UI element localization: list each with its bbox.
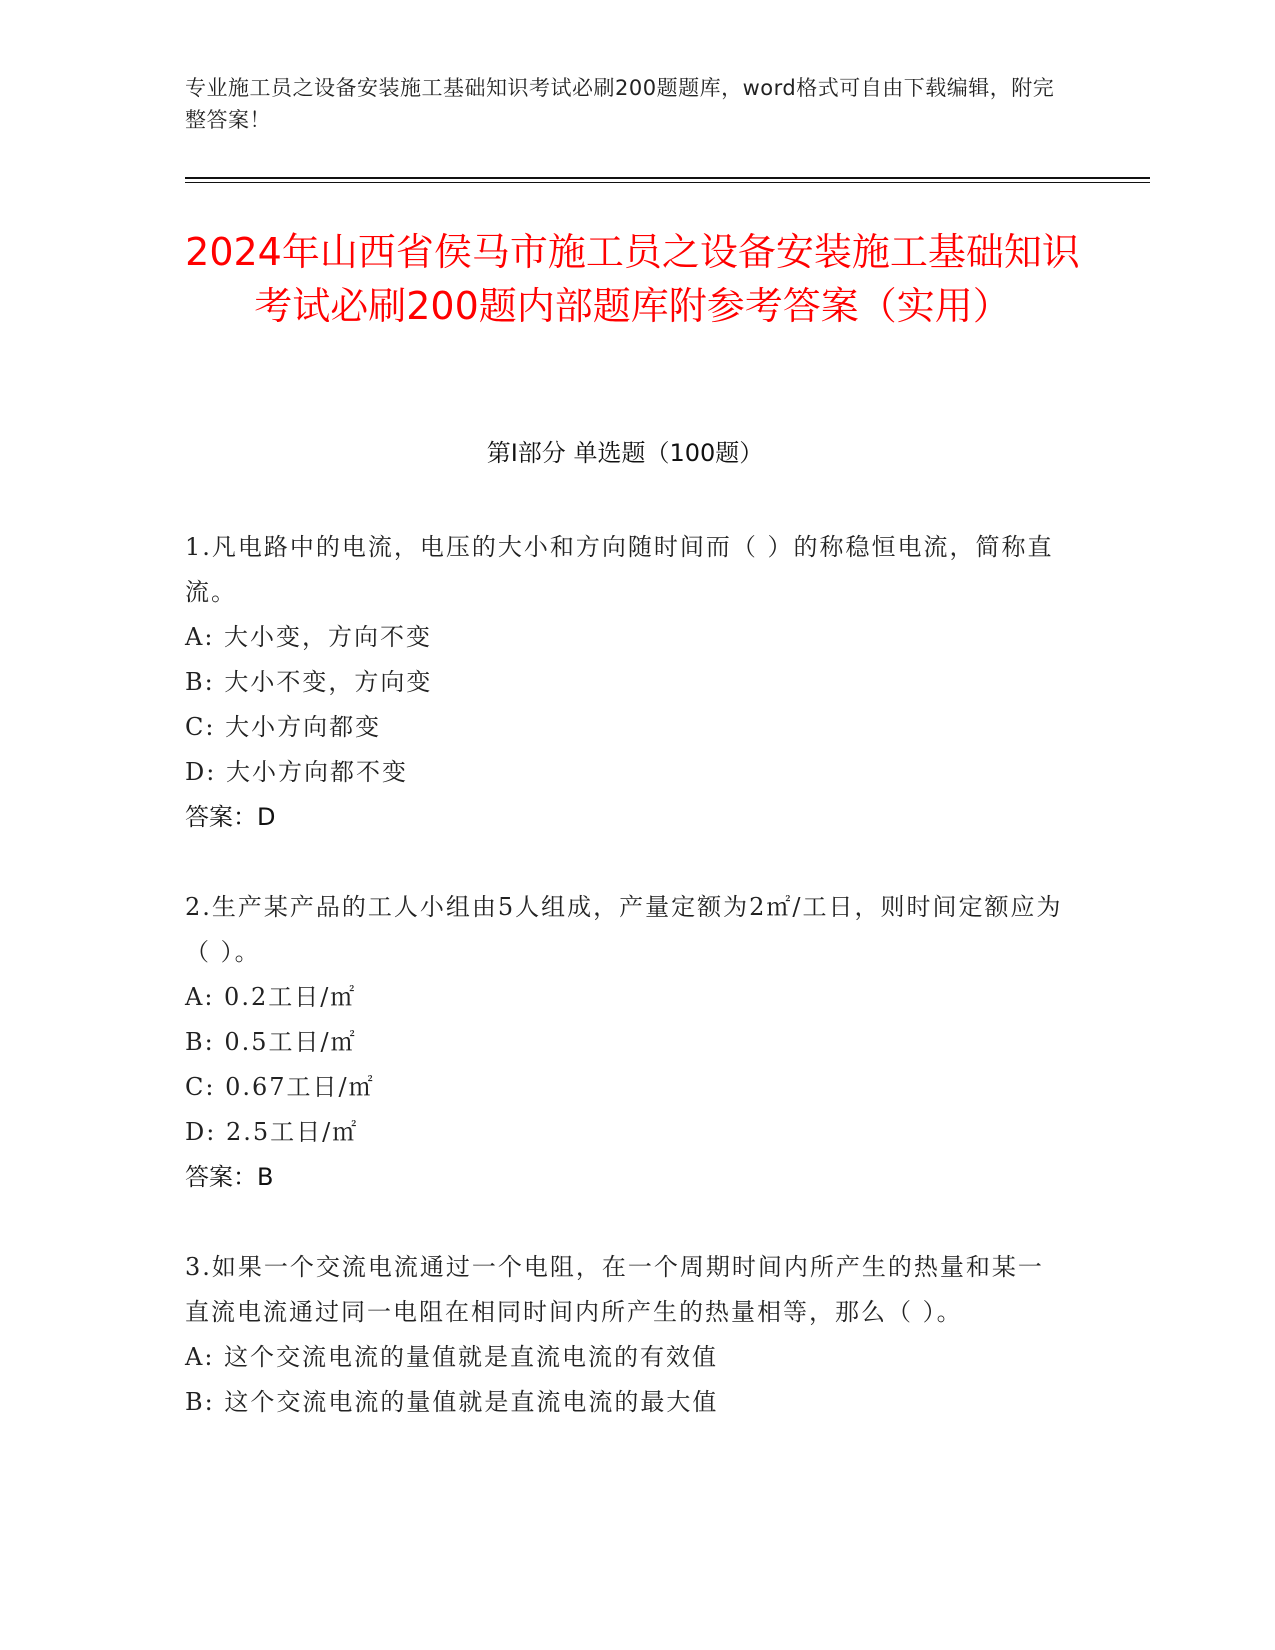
section-title: 第I部分 单选题（100题） bbox=[486, 439, 764, 467]
question-2 bbox=[185, 885, 1065, 1200]
option-b: B: 大小不变，方向变 bbox=[185, 668, 433, 696]
header-note: 专业施工员之设备安装施工基础知识考试必刷200题题库，word格式可自由下载编辑，附完整答案！ bbox=[185, 76, 1055, 132]
header-divider-thin bbox=[185, 182, 1150, 183]
question-list bbox=[185, 525, 1065, 1470]
question-3 bbox=[185, 1245, 1065, 1425]
option-b: B: 0.5工日/㎡ bbox=[185, 1028, 357, 1056]
question-text: 3.如果一个交流电流通过一个电阻，在一个周期时间内所产生的热量和某一直流电流通过同一电阻在相同时间内所产生的热量相等，那么（ ）。 bbox=[185, 1253, 1044, 1326]
option-a: A: 这个交流电流的量值就是直流电流的有效值 bbox=[185, 1343, 719, 1371]
option-c: C: 0.67工日/㎡ bbox=[185, 1073, 375, 1101]
document-title: 2024年山西省侯马市施工员之设备安装施工基础知识考试必刷200题内部题库附参考答案（实用） bbox=[185, 230, 1080, 328]
question-text: 1.凡电路中的电流，电压的大小和方向随时间而（ ）的称稳恒电流，简称直流。 bbox=[185, 533, 1054, 606]
option-b: B: 这个交流电流的量值就是直流电流的最大值 bbox=[185, 1388, 719, 1416]
option-c: C: 大小方向都变 bbox=[185, 713, 382, 741]
option-a: A: 0.2工日/㎡ bbox=[185, 983, 357, 1011]
option-d: D: 大小方向都不变 bbox=[185, 758, 408, 786]
answer: 答案：B bbox=[185, 1163, 274, 1191]
option-d: D: 2.5工日/㎡ bbox=[185, 1118, 359, 1146]
question-text: 2.生产某产品的工人小组由5人组成，产量定额为2㎡/工日，则时间定额应为（ ）。 bbox=[185, 893, 1063, 966]
question-1 bbox=[185, 525, 1065, 840]
header-divider-thick bbox=[185, 177, 1150, 179]
answer: 答案：D bbox=[185, 803, 276, 831]
option-a: A: 大小变，方向不变 bbox=[185, 623, 433, 651]
